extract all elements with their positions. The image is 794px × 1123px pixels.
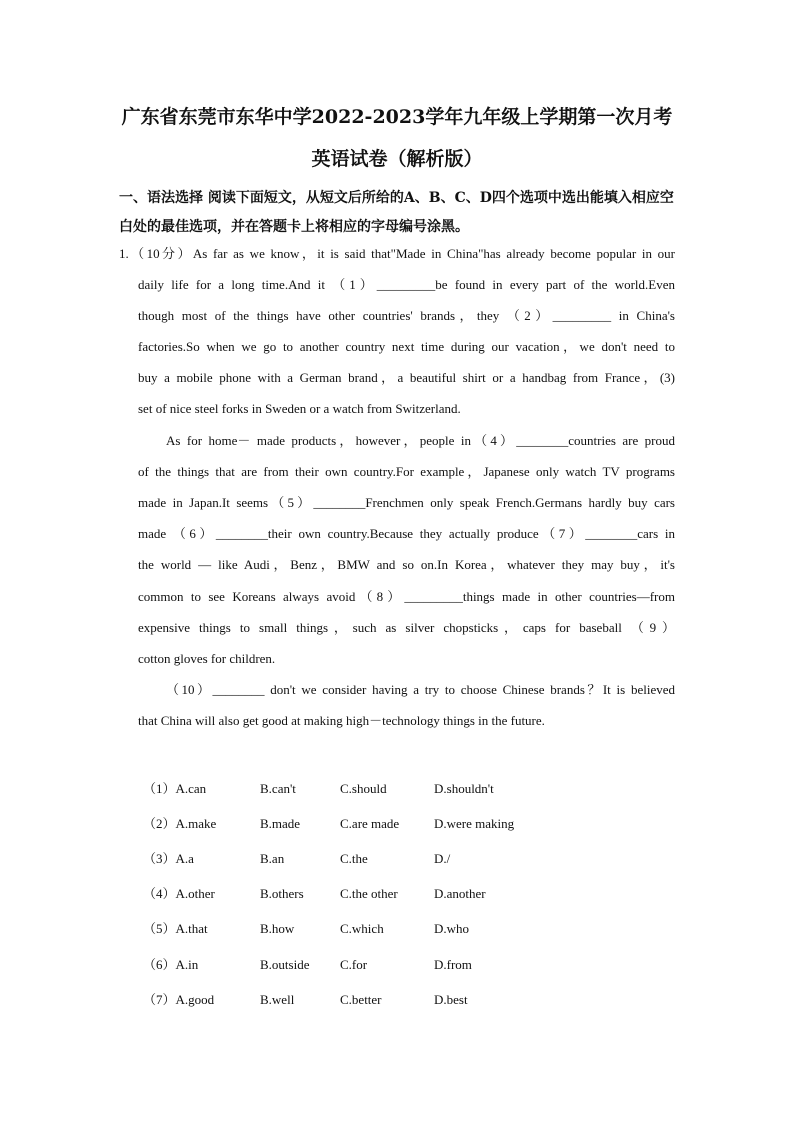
passage-line: As for home－ made products，however，people in（4）________countries are proud bbox=[166, 433, 675, 448]
passage-line: （10）________ don't we consider having a try to choose Chinese brands？It is believed bbox=[166, 682, 675, 697]
passage-line: 1.（10分）As far as we know，it is said that"Made in China"has already become popular in our bbox=[119, 246, 675, 261]
option-row bbox=[143, 884, 643, 904]
option-c: C.are made bbox=[340, 816, 400, 831]
option-row bbox=[143, 849, 643, 869]
passage-line: the world — like Audi，Benz，BMW and so on.In Korea，whatever they may buy，it's bbox=[138, 557, 675, 572]
exam-title: 广东省东莞市东华中学2022-2023学年九年级上学期第一次月考 bbox=[121, 106, 673, 128]
option-row bbox=[143, 779, 643, 799]
option-d: D.were making bbox=[434, 816, 515, 831]
option-a: （6）A.in bbox=[143, 957, 199, 972]
option-c: C.should bbox=[340, 781, 387, 796]
passage-line: made （6）________their own country.Because they actually produce（7）________cars in bbox=[138, 526, 675, 541]
option-d: D./ bbox=[434, 851, 451, 866]
passage-line: made in Japan.It seems（5）________Frenchmen only speak French.Germans hardly buy cars bbox=[138, 495, 675, 510]
option-row bbox=[143, 955, 643, 975]
passage-line: set of nice steel forks in Sweden or a watch from Switzerland. bbox=[138, 401, 461, 416]
option-b: B.an bbox=[260, 851, 285, 866]
option-d: D.another bbox=[434, 886, 486, 901]
option-a: （5）A.that bbox=[143, 921, 208, 936]
option-c: C.which bbox=[340, 921, 384, 936]
option-b: B.made bbox=[260, 816, 301, 831]
option-d: D.best bbox=[434, 992, 468, 1007]
passage-line: that China will also get good at making high－technology things in the future. bbox=[138, 713, 545, 728]
option-a: （2）A.make bbox=[143, 816, 217, 831]
passage-line: common to see Koreans always avoid（8）_________things made in other countries—from bbox=[138, 589, 675, 604]
option-b: B.well bbox=[260, 992, 295, 1007]
option-d: D.who bbox=[434, 921, 470, 936]
section-heading: 一、语法选择 阅读下面短文，从短文后所给的A、B、C、D四个选项中选出能填入相应空白处的最佳选项，并在答题卡上将相应的字母编号涂黑。 bbox=[119, 190, 674, 235]
passage-line: buy a mobile phone with a German brand，a beautiful shirt or a handbag from France，(3) bbox=[138, 370, 675, 385]
passage-line: factories.So when we go to another country next time during our vacation，we don't need to bbox=[138, 339, 675, 354]
option-b: B.can't bbox=[260, 781, 296, 796]
option-b: B.how bbox=[260, 921, 295, 936]
option-c: C.the bbox=[340, 851, 368, 866]
option-a: （7）A.good bbox=[143, 992, 215, 1007]
option-c: C.for bbox=[340, 957, 368, 972]
option-c: C.the other bbox=[340, 886, 398, 901]
option-b: B.outside bbox=[260, 957, 310, 972]
option-row bbox=[143, 814, 643, 834]
option-row bbox=[143, 919, 643, 939]
passage-line: cotton gloves for children. bbox=[138, 651, 276, 666]
exam-subtitle: 英语试卷（解析版） bbox=[311, 148, 483, 170]
option-a: （4）A.other bbox=[143, 886, 215, 901]
passage-line: expensive things to small things，such as silver chopsticks，caps for baseball （9） bbox=[138, 620, 675, 635]
option-c: C.better bbox=[340, 992, 382, 1007]
passage-line: though most of the things have other countries' brands，they （2）_________ in China's bbox=[138, 308, 675, 323]
option-d: D.shouldn't bbox=[434, 781, 494, 796]
option-row bbox=[143, 990, 643, 1010]
option-b: B.others bbox=[260, 886, 304, 901]
passage-line: daily life for a long time.And it （1）_________be found in every part of the world.Even bbox=[138, 277, 675, 292]
option-d: D.from bbox=[434, 957, 472, 972]
passage-line: of the things that are from their own country.For example，Japanese only watch TV programs bbox=[138, 464, 675, 479]
option-a: （3）A.a bbox=[143, 851, 194, 866]
option-a: （1）A.can bbox=[143, 781, 207, 796]
